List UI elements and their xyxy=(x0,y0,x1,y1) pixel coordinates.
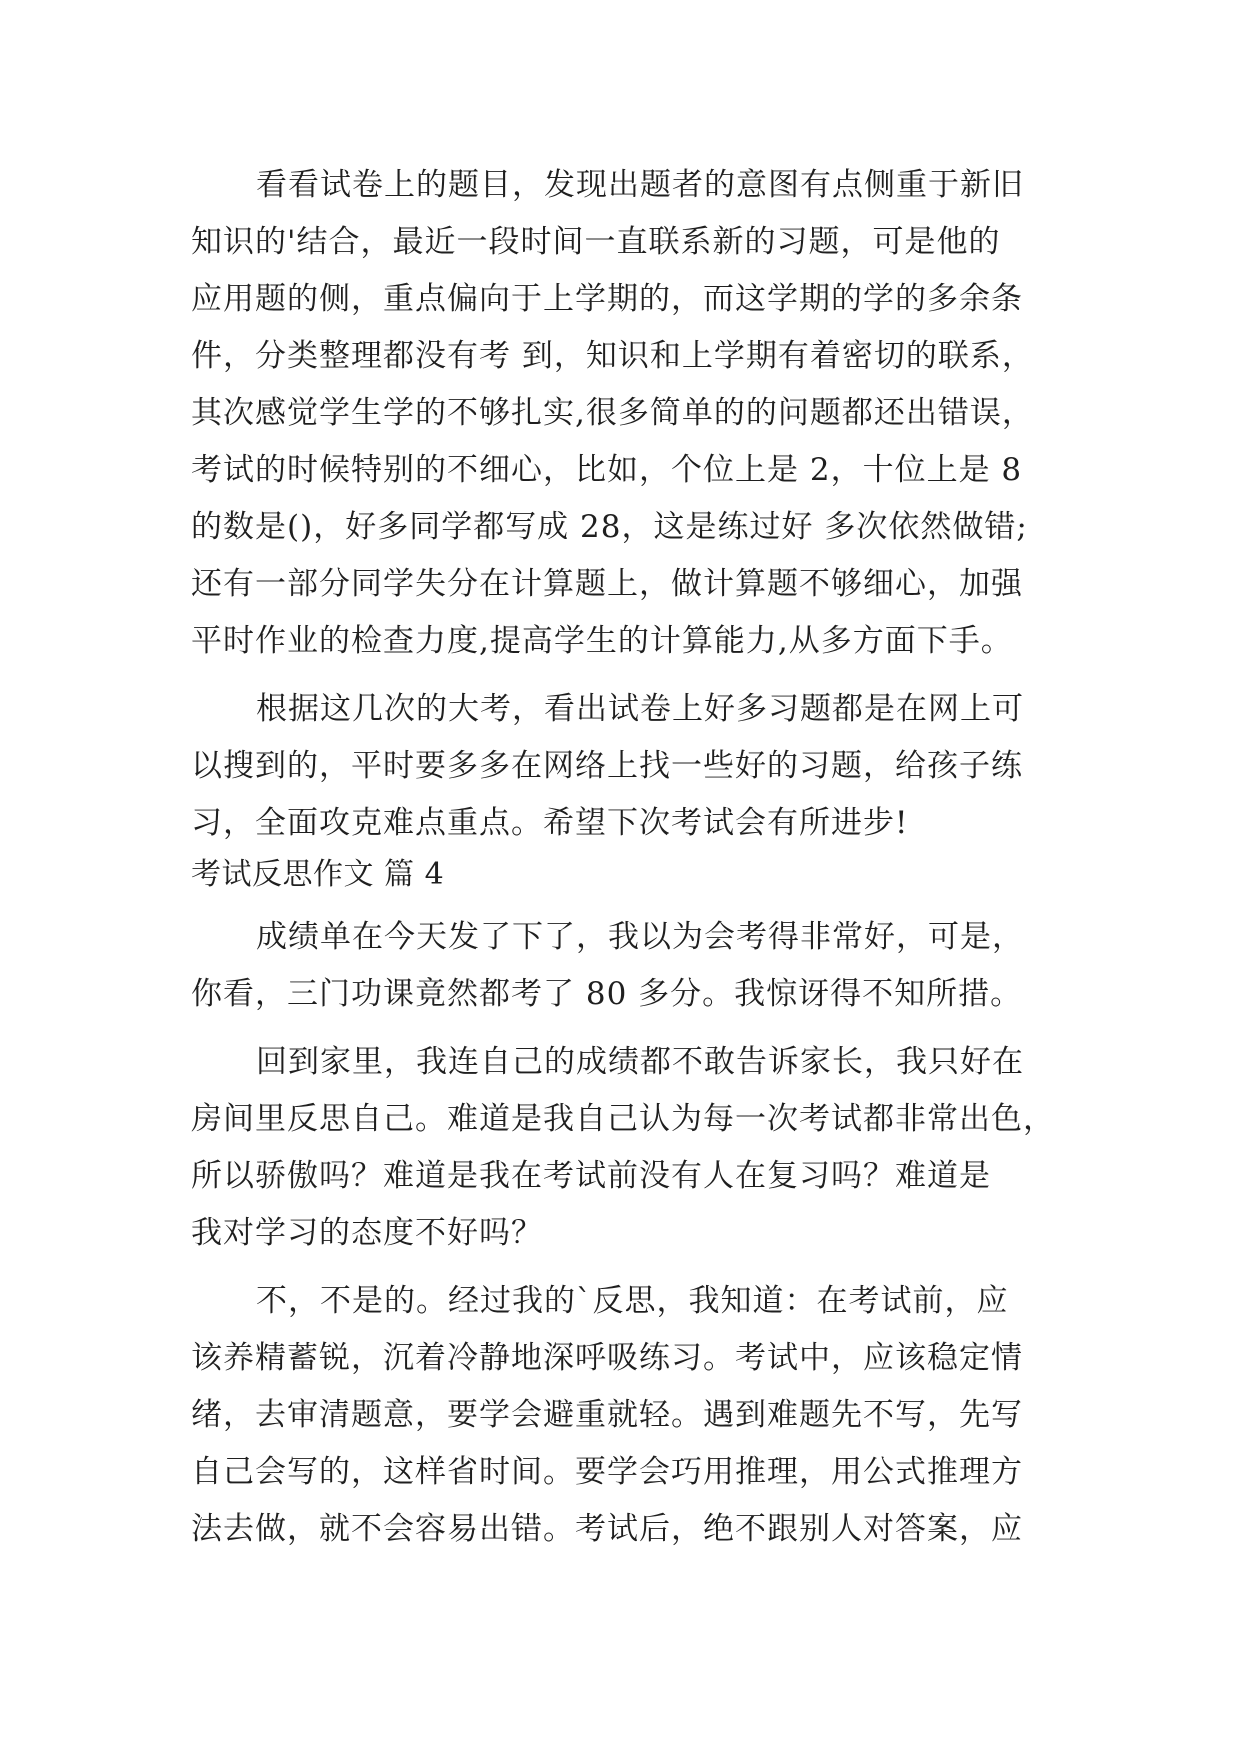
paragraph-line: 知识的'结合，最近一段时间一直联系新的习题，可是他的 xyxy=(191,224,1001,260)
paragraph-line: 件，分类整理都没有考 到，知识和上学期有着密切的联系， xyxy=(191,338,1034,374)
paragraph-line: 根据这几次的大考，看出试卷上好多习题都是在网上可 xyxy=(256,691,1024,727)
paragraph-line: 房间里反思自己。难道是我自己认为每一次考试都非常出色， xyxy=(191,1101,1055,1137)
paragraph-line: 不，不是的。经过我的`反思，我知道：在考试前，应 xyxy=(256,1283,1009,1319)
paragraph-line: 应用题的侧，重点偏向于上学期的，而这学期的学的多余条 xyxy=(191,281,1023,317)
paragraph-line: 以搜到的，平时要多多在网络上找一些好的习题，给孩子练 xyxy=(191,748,1023,784)
paragraph-line: 你看，三门功课竟然都考了 80 多分。我惊讶得不知所措。 xyxy=(191,976,1023,1012)
paragraph-line: 所以骄傲吗？难道是我在考试前没有人在复习吗？难道是 xyxy=(191,1158,991,1194)
paragraph-line: 其次感觉学生学的不够扎实,很多简单的的问题都还出错误， xyxy=(191,395,1034,431)
paragraph-line: 回到家里，我连自己的成绩都不敢告诉家长，我只好在 xyxy=(256,1044,1024,1080)
paragraph-line: 法去做，就不会容易出错。考试后，绝不跟别人对答案，应 xyxy=(191,1511,1023,1547)
paragraph-line: 看看试卷上的题目，发现出题者的意图有点侧重于新旧 xyxy=(256,167,1024,203)
paragraph-line: 平时作业的检查力度,提高学生的计算能力,从多方面下手。 xyxy=(191,623,1013,659)
paragraph-line: 考试的时候特别的不细心，比如，个位上是 2，十位上是 8 xyxy=(191,452,1023,488)
paragraph-line: 该养精蓄锐，沉着冷静地深呼吸练习。考试中，应该稳定情 xyxy=(191,1340,1023,1376)
paragraph-line: 还有一部分同学失分在计算题上，做计算题不够细心，加强 xyxy=(191,566,1023,602)
paragraph-line: 自己会写的，这样省时间。要学会巧用推理，用公式推理方 xyxy=(191,1454,1023,1490)
paragraph-line: 习，全面攻克难点重点。希望下次考试会有所进步! xyxy=(191,805,909,841)
paragraph-line: 我对学习的态度不好吗？ xyxy=(191,1215,543,1251)
paragraph-line: 成绩单在今天发了下了，我以为会考得非常好，可是， xyxy=(256,919,1024,955)
paragraph-line: 的数是()，好多同学都写成 28，这是练过好 多次依然做错; xyxy=(191,509,1028,545)
paragraph-line: 绪，去审清题意，要学会避重就轻。遇到难题先不写，先写 xyxy=(191,1397,1023,1433)
section-heading: 考试反思作文 篇 4 xyxy=(191,857,445,892)
